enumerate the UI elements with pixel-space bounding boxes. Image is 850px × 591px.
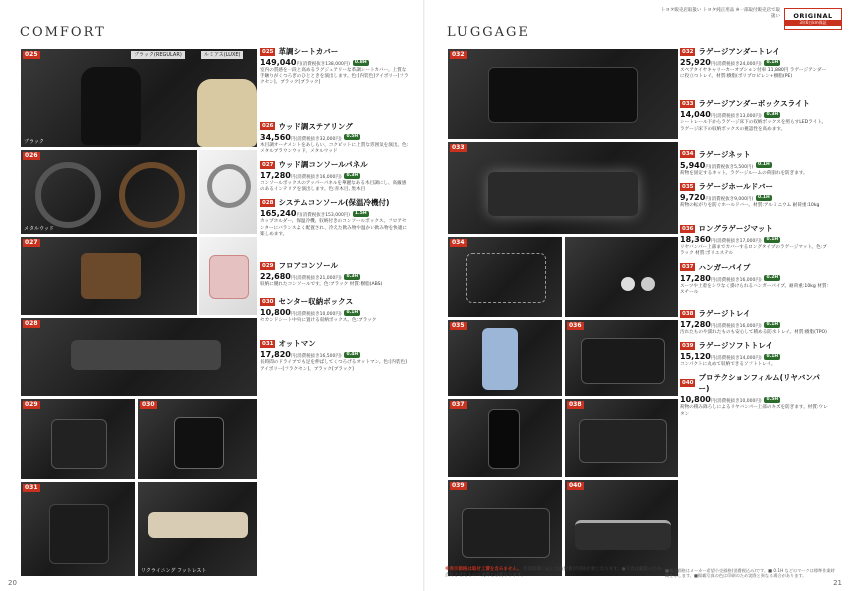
- item-price: 10,800: [260, 308, 291, 318]
- photo-tag: ルミアス(LUXE): [201, 51, 243, 59]
- item-price: 5,940: [680, 160, 706, 170]
- item-title: オットマン: [278, 339, 316, 349]
- photo-num: 031: [25, 484, 38, 491]
- item-038: [680, 308, 830, 336]
- item-price: 9,720: [680, 193, 706, 203]
- item-price-note: 円(消費税抜き138,000円): [296, 62, 351, 67]
- item-price: 17,280: [680, 320, 711, 330]
- item-badge: 0.5H: [766, 396, 779, 402]
- footnote-red: ※表示価格は取付工賃を含みません。: [445, 567, 522, 572]
- item-title: ラゲージソフトトレイ: [698, 341, 773, 351]
- item-num: 026: [262, 123, 274, 130]
- photo-040: [564, 479, 679, 577]
- item-title: システムコンソール(保温冷機付): [278, 198, 390, 208]
- item-title: ラゲージトレイ: [698, 309, 751, 319]
- item-num: 037: [682, 264, 694, 271]
- photo-032: [137, 481, 258, 577]
- legrest-shape: [148, 512, 248, 538]
- item-price: 34,560: [260, 132, 291, 142]
- item-num: 028: [262, 199, 274, 206]
- item-desc: 汚れたものや濡れたものも安心して積める防水トレイ。材質:樹脂(TPO): [680, 330, 827, 336]
- photo-tag: ブラック(REGULAR): [131, 51, 185, 59]
- ball-shape: [641, 277, 655, 291]
- item-badge: 0.3H: [346, 172, 359, 178]
- item-title: ロングラゲージマット: [698, 224, 773, 234]
- luggage-tray-shape: [579, 419, 667, 463]
- item-desc: シートレール下からラゲージ床下の収納ボックスを照らすLEDライト。ラゲージ床下の収納ボックスの視認性を高めます。: [680, 120, 827, 132]
- section-title-comfort: COMFORT: [20, 25, 106, 40]
- item-price-note: 円(消費税抜き16,000円): [710, 324, 762, 330]
- item-price: 15,120: [680, 352, 711, 362]
- right-page: [425, 0, 850, 591]
- item-price-note: 円(消費税抜き9,000円): [705, 197, 754, 203]
- item-desc: コンソールボックスのアッパーパネルを華麗なある木目調にし、高級感のあるインテリアを演出します。色:赤木目, 黒木目: [260, 181, 407, 193]
- ottoman-shape: [49, 504, 109, 564]
- item-desc: 木目調オーナメントをあしらい、コクピットに上質な雰囲気を演出。色:メタルブラウンウッド、メタルウッド: [260, 142, 409, 154]
- item-040: [680, 372, 830, 417]
- item-price-note: 円(消費税抜き32,000円): [290, 136, 342, 142]
- net-shape: [466, 253, 546, 303]
- item-num: 036: [682, 225, 694, 232]
- photo-num: 033: [452, 144, 465, 151]
- page-number-left: 20: [8, 579, 17, 587]
- photo-036: [564, 319, 679, 397]
- photo-num: 039: [452, 482, 465, 489]
- item-032: [680, 46, 830, 80]
- item-price: 14,040: [680, 110, 711, 120]
- item-badge: 0.1H: [766, 321, 779, 327]
- item-title: ラゲージアンダートレイ: [698, 47, 780, 56]
- item-desc: 室内の質感を一段と高めるラグジュアリーな革調シートカバー。上質な手触りがくつろぎのひとときを演出します。色:[内装色]アイボリー[フラクセン]、ブラック[ブラック]: [260, 68, 409, 86]
- item-badge: 0.3H: [766, 111, 779, 117]
- photo-027: [20, 236, 198, 316]
- floor-console-shape: [51, 419, 107, 469]
- item-026: [260, 121, 410, 155]
- item-price-note: 円(消費税抜き21,000円): [290, 276, 342, 282]
- footnote: [445, 567, 665, 579]
- photo-num: 040: [569, 482, 582, 489]
- item-035: [680, 181, 830, 209]
- photo-num: 034: [452, 239, 465, 246]
- item-price-note: 円(消費税抜き16,500円): [290, 354, 342, 360]
- long-mat-shape: [581, 338, 665, 384]
- item-badge: 0.1H: [766, 236, 779, 242]
- item-num: 029: [262, 262, 274, 269]
- item-title: 革調シートカバー: [278, 47, 339, 56]
- photo-num: 027: [25, 239, 38, 246]
- item-025: [260, 46, 410, 87]
- photo-num: 030: [142, 401, 155, 408]
- item-desc: カップホルダー、保温冷機、収納付きのコンソールボックス。フロアセンターにバランスよく配置され、冷えた飲み物や温かい飲み物を快適に楽しめます。: [260, 219, 407, 237]
- photo-num: 028: [25, 320, 38, 327]
- item-num: 039: [682, 342, 694, 349]
- item-desc: コンパクトに丸めて収納できるソフトトレイ。: [680, 362, 776, 368]
- item-desc: リヤバンパー上部までカバーするロングタイプのラゲージマット。色:ブラック 材質:ポリエステル: [680, 245, 827, 257]
- item-title: ラゲージアンダーボックスライト: [698, 99, 810, 109]
- item-price: 10,800: [680, 395, 711, 405]
- photo-caption: リクライニング フットレスト: [141, 568, 207, 574]
- photo-num: 035: [452, 322, 465, 329]
- item-030: [260, 296, 410, 324]
- luggage-item-list: [680, 46, 830, 422]
- item-badge: 0.1H: [758, 194, 770, 200]
- item-029: [260, 260, 410, 288]
- item-badge: 0.4H: [346, 351, 359, 357]
- item-027: [260, 159, 410, 193]
- item-badge: 0.2H: [766, 275, 779, 281]
- item-num: 034: [682, 151, 694, 158]
- item-badge: 0.3H: [346, 273, 359, 279]
- photo-026: [20, 149, 198, 235]
- item-title: ラゲージネット: [698, 149, 751, 159]
- item-price-note: 円(消費税抜き16,000円): [290, 175, 342, 181]
- section-title-luggage: LUGGAGE: [447, 25, 530, 40]
- item-price: 149,040: [260, 58, 297, 67]
- box-light-shape: [488, 172, 638, 216]
- item-price-note: 円(消費税抜き10,000円): [290, 312, 342, 318]
- photo-038: [564, 398, 679, 478]
- original-logo: [784, 8, 842, 30]
- photo-035: [447, 319, 563, 397]
- page-number-right: 21: [833, 579, 842, 587]
- comfort-item-list: [260, 46, 410, 377]
- item-badge: 0.1H: [766, 59, 779, 65]
- photo-num: 036: [569, 322, 582, 329]
- item-price: 22,680: [260, 272, 291, 282]
- brand-area: [660, 8, 842, 30]
- item-028: [260, 197, 410, 238]
- item-desc: 荷物の転がりを防ぐホールドバー。材質:アルミニウム 耐荷重:10kg: [680, 203, 820, 209]
- photo-031: [20, 481, 136, 577]
- item-price-note: 円(消費税抜き13,000円): [710, 114, 762, 120]
- item-036: [680, 223, 830, 257]
- item-badge: 0.1H: [346, 309, 359, 315]
- seat-shape-light: [197, 79, 257, 147]
- system-console-shape: [71, 340, 221, 370]
- item-031: [260, 338, 410, 372]
- photo-028: [20, 317, 258, 397]
- item-price-note: 円(消費税抜き153,000円): [296, 213, 351, 219]
- storage-box-shape: [174, 417, 224, 469]
- photo-039: [447, 479, 563, 577]
- photo-027-detail: [198, 236, 258, 316]
- photo-caption: ブラック: [24, 139, 44, 145]
- item-title: ハンガーパイプ: [698, 262, 751, 272]
- console-detail: [209, 255, 249, 299]
- photo-030: [137, 398, 258, 480]
- item-badge: 0.1H: [766, 353, 779, 359]
- item-price-note: 円(消費税抜き24,000円): [710, 62, 762, 67]
- item-badge: 0.8H: [354, 59, 367, 65]
- item-price: 165,240: [260, 209, 297, 219]
- item-desc: 荷物の積み降ろしによるリヤバンパー上部のキズを防ぎます。材質:ウレタン: [680, 405, 828, 417]
- item-desc: 荷物を固定するネット。ラゲージルームの荷崩れを防ぎます。: [680, 170, 808, 176]
- ball-shape: [621, 277, 635, 291]
- item-033: [680, 98, 830, 132]
- bumper-shape: [575, 520, 671, 550]
- item-price-note: 円(消費税抜き17,000円): [710, 239, 762, 245]
- steering-shape: [119, 162, 185, 228]
- photo-032: [447, 48, 679, 140]
- item-num: 033: [682, 100, 694, 107]
- item-num: 027: [262, 161, 274, 168]
- photo-025: [20, 48, 258, 148]
- item-desc: 収納に優れたコンソールです。色:ブラック 材質:樹脂(ABS): [260, 282, 383, 288]
- footnote-right: ■表示価格はメーカー希望小売価格(消費税込み)です。■ 0.1H などのマークは標準作業時間を示します。■掲載写真の色は印刷のため実際と異なる場合があります。: [665, 567, 835, 579]
- logo-top-text: ORIGINAL: [793, 12, 833, 20]
- photo-num: 025: [25, 51, 38, 58]
- photo-037: [447, 398, 563, 478]
- item-price: 25,920: [680, 58, 711, 67]
- item-price-note: 円(消費税抜き10,000円): [710, 399, 762, 405]
- item-desc: セカンドシート中央に置ける収納ボックス。色:ブラック: [260, 318, 377, 324]
- photo-026-detail: [198, 149, 258, 235]
- item-desc: スーツや上着をシワなく掛けられるハンガーパイプ。耐荷重:10kg 材質:スチール: [680, 283, 829, 295]
- photo-num: 037: [452, 401, 465, 408]
- item-title: ウッド調ステアリング: [278, 121, 353, 131]
- item-price: 17,820: [260, 350, 291, 360]
- item-price-note: 円(消費税抜き5,500円): [705, 164, 754, 170]
- item-title: センター収納ボックス: [278, 297, 354, 307]
- item-badge: 0.5H: [346, 134, 359, 140]
- item-badge: 0.1H: [758, 162, 770, 168]
- suitcase-shape: [482, 328, 518, 390]
- photo-num: 026: [25, 152, 38, 159]
- item-034: [680, 149, 830, 177]
- item-title: プロテクションフィルム(リヤバンパー): [698, 373, 820, 394]
- seat-shape: [81, 67, 141, 145]
- brand-note: トヨタ販売店取扱い トヨタ純正用品 ※一部取付販売店で取扱い: [660, 8, 780, 19]
- item-num: 025: [262, 48, 274, 55]
- item-price: 18,360: [680, 235, 711, 245]
- photo-033: [447, 141, 679, 235]
- item-desc: スペアタイヤキャリーカーオプション付車 11,880円 ラゲージアンダーに役立つトレイ。材質:樹脂(ポリプロピレン+樹脂(PE): [680, 68, 827, 80]
- item-price-note: 円(消費税抜き16,000円): [710, 277, 762, 283]
- photo-034: [447, 236, 563, 318]
- photo-num: 029: [25, 401, 38, 408]
- item-price-note: 円(消費税抜き14,000円): [710, 356, 762, 362]
- item-num: 031: [262, 340, 274, 347]
- item-num: 040: [682, 380, 694, 387]
- item-badge: 1.5H: [354, 210, 367, 216]
- item-num: 030: [262, 298, 274, 305]
- photo-029: [20, 398, 136, 480]
- item-price: 17,280: [680, 273, 711, 283]
- item-title: ウッド調コンソールパネル: [278, 160, 368, 170]
- under-tray-shape: [488, 67, 638, 123]
- item-num: 038: [682, 310, 694, 317]
- item-037: [680, 262, 830, 296]
- soft-tray-shape: [462, 508, 550, 558]
- photo-caption: メタルウッド: [24, 226, 54, 232]
- logo-bottom-text: 3年6万km保証: [785, 20, 841, 26]
- item-price: 17,280: [260, 171, 291, 181]
- item-num: 035: [682, 183, 694, 190]
- item-num: 032: [682, 48, 694, 55]
- photo-034b: [564, 236, 679, 318]
- footnote-text: 作業時間に応じた取付費が別途必要となります。●写真は撮影のため点灯させたもので実際とは異なります。: [445, 567, 662, 578]
- photo-num: 032: [452, 51, 465, 58]
- console-shape: [81, 253, 141, 299]
- steering-shape: [35, 162, 101, 228]
- steering-detail: [207, 164, 251, 208]
- item-title: ラゲージホールドバー: [698, 182, 774, 192]
- item-title: フロアコンソール: [278, 261, 338, 271]
- item-039: [680, 340, 830, 368]
- item-desc: 長時間のドライブでも足を伸ばしてくつろげるオットマン。色:[内装色]アイボリー[フラクセン]、ブラック[ブラック]: [260, 360, 407, 372]
- photo-num: 038: [569, 401, 582, 408]
- suit-shape: [488, 409, 520, 469]
